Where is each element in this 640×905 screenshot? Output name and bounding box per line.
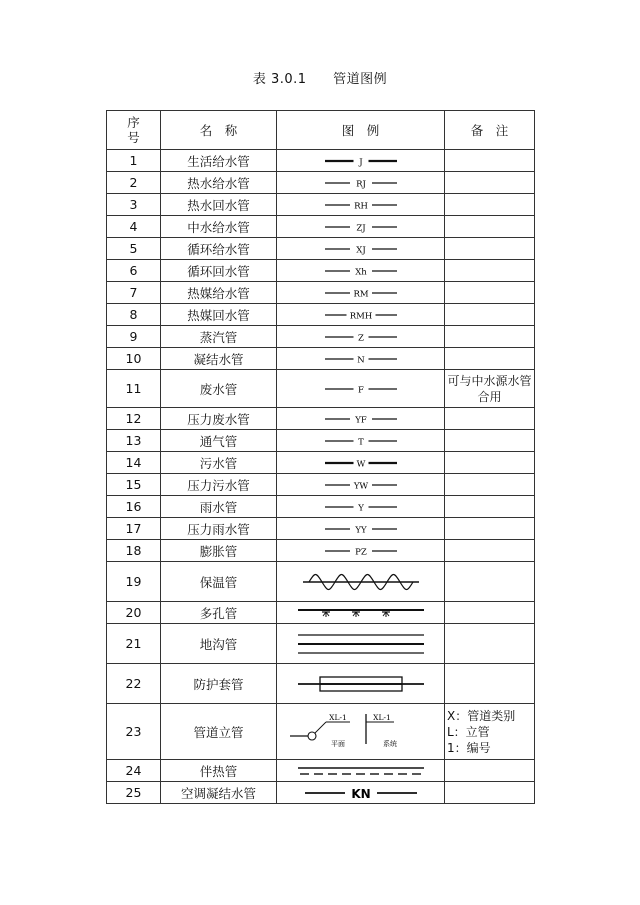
pipe-code-label: RJ <box>355 179 366 189</box>
table-row <box>107 540 535 562</box>
pipe-note: 可与中水源水管合用 <box>445 370 535 408</box>
pipe-symbol-z <box>311 330 411 344</box>
pipe-name: 雨水管 <box>161 496 277 518</box>
row-number: 15 <box>107 474 161 496</box>
pipe-name: 伴热管 <box>161 760 277 782</box>
table-row <box>107 760 535 782</box>
pipe-symbol-rh <box>311 198 411 212</box>
pipe-code-label: N <box>356 355 365 365</box>
pipe-symbol-y <box>311 500 411 514</box>
table-row <box>107 326 535 348</box>
pipe-name: 防护套管 <box>161 664 277 704</box>
pipe-name: 压力污水管 <box>161 474 277 496</box>
pipe-symbol-j <box>311 154 411 168</box>
pipe-name: 膨胀管 <box>161 540 277 562</box>
pipe-code-label: F <box>357 385 364 395</box>
table-row <box>107 172 535 194</box>
row-number: 8 <box>107 304 161 326</box>
pipe-symbol-yy <box>311 522 411 536</box>
row-number: 1 <box>107 150 161 172</box>
pipe-code-label: Z <box>357 333 364 343</box>
row-number: 2 <box>107 172 161 194</box>
riser-pipe-symbol <box>286 710 436 754</box>
pipe-symbol-n <box>311 352 411 366</box>
header-name: 名 称 <box>161 111 277 150</box>
pipe-symbol-cell <box>277 704 445 760</box>
pipe-name: 生活给水管 <box>161 150 277 172</box>
pipe-symbol-kn <box>301 785 421 801</box>
pipe-note <box>445 282 535 304</box>
pipe-code-label: W <box>356 459 365 469</box>
pipe-name: 热水给水管 <box>161 172 277 194</box>
header-note: 备 注 <box>445 111 535 150</box>
pipe-note <box>445 408 535 430</box>
table-row <box>107 348 535 370</box>
pipe-symbol-cell <box>277 172 445 194</box>
riser-plan-caption: 平面 <box>330 739 345 748</box>
riser-system-label: XL-1 <box>372 712 391 722</box>
header-no: 序 号 <box>107 111 161 150</box>
row-number: 4 <box>107 216 161 238</box>
pipe-code-label: YW <box>353 481 368 491</box>
pipe-code-label: KN <box>350 786 371 801</box>
pipe-symbol-cell <box>277 474 445 496</box>
table-row <box>107 452 535 474</box>
row-number: 17 <box>107 518 161 540</box>
pipe-symbol-cell <box>277 370 445 408</box>
row-number: 3 <box>107 194 161 216</box>
pipe-symbol-yf <box>311 412 411 426</box>
trench-pipe-symbol <box>296 629 426 659</box>
pipe-note <box>445 474 535 496</box>
protective-sleeve-symbol <box>296 672 426 696</box>
pipe-name: 地沟管 <box>161 624 277 664</box>
pipe-name: 压力雨水管 <box>161 518 277 540</box>
header-symbol: 图 例 <box>277 111 445 150</box>
table-caption: 管道图例 <box>333 72 388 87</box>
pipe-note <box>445 260 535 282</box>
pipe-note <box>445 664 535 704</box>
row-number: 18 <box>107 540 161 562</box>
row-number: 9 <box>107 326 161 348</box>
table-row <box>107 150 535 172</box>
pipe-name: 通气管 <box>161 430 277 452</box>
row-number: 6 <box>107 260 161 282</box>
pipe-note <box>445 624 535 664</box>
pipe-note <box>445 304 535 326</box>
pipe-code-label: Xh <box>354 267 367 277</box>
insulated-pipe-symbol <box>301 568 421 596</box>
pipe-symbol-xj <box>311 242 411 256</box>
pipe-note <box>445 782 535 804</box>
table-row <box>107 602 535 624</box>
table-row <box>107 370 535 408</box>
pipe-name: 污水管 <box>161 452 277 474</box>
pipe-symbol-zj <box>311 220 411 234</box>
pipe-symbol-cell <box>277 782 445 804</box>
table-row <box>107 304 535 326</box>
row-number: 11 <box>107 370 161 408</box>
table-row <box>107 194 535 216</box>
pipe-symbol-cell <box>277 348 445 370</box>
pipe-symbol-rj <box>311 176 411 190</box>
pipe-symbol-f <box>311 382 411 396</box>
row-number: 22 <box>107 664 161 704</box>
pipe-symbol-cell <box>277 518 445 540</box>
pipe-symbol-cell <box>277 304 445 326</box>
pipe-symbol-cell <box>277 260 445 282</box>
pipe-symbol-cell <box>277 602 445 624</box>
pipe-symbol-cell <box>277 430 445 452</box>
pipe-code-label: RMH <box>349 311 372 321</box>
pipe-symbol-rmh <box>311 308 411 322</box>
pipe-code-label: ZJ <box>355 223 366 233</box>
heat-tracing-pipe-symbol <box>296 763 426 779</box>
pipe-note <box>445 326 535 348</box>
row-number: 7 <box>107 282 161 304</box>
pipe-note <box>445 496 535 518</box>
row-number: 12 <box>107 408 161 430</box>
pipe-symbol-w <box>311 456 411 470</box>
row-number: 14 <box>107 452 161 474</box>
pipe-symbol-cell <box>277 496 445 518</box>
pipe-symbol-cell <box>277 760 445 782</box>
pipe-note <box>445 562 535 602</box>
row-number: 24 <box>107 760 161 782</box>
pipe-name: 保温管 <box>161 562 277 602</box>
pipe-symbol-t <box>311 434 411 448</box>
pipe-name: 凝结水管 <box>161 348 277 370</box>
table-row <box>107 282 535 304</box>
pipe-symbol-cell <box>277 664 445 704</box>
row-number: 10 <box>107 348 161 370</box>
table-row <box>107 408 535 430</box>
table-row <box>107 496 535 518</box>
pipe-symbol-cell <box>277 624 445 664</box>
pipe-code-label: T <box>357 437 364 447</box>
pipe-symbol-cell <box>277 408 445 430</box>
pipe-note <box>445 518 535 540</box>
pipe-name: 循环给水管 <box>161 238 277 260</box>
pipe-code-label: Y <box>357 503 364 513</box>
pipe-symbol-cell <box>277 194 445 216</box>
pipe-name: 热媒回水管 <box>161 304 277 326</box>
pipe-note <box>445 348 535 370</box>
pipe-code-label: RH <box>353 201 368 211</box>
pipe-name: 热水回水管 <box>161 194 277 216</box>
table-title <box>0 68 640 87</box>
pipe-name: 中水给水管 <box>161 216 277 238</box>
header-row <box>107 111 535 150</box>
pipe-symbol-cell <box>277 150 445 172</box>
pipe-note <box>445 452 535 474</box>
pipe-note <box>445 150 535 172</box>
row-number: 20 <box>107 602 161 624</box>
pipe-note <box>445 760 535 782</box>
pipe-name: 空调凝结水管 <box>161 782 277 804</box>
row-number: 25 <box>107 782 161 804</box>
table-number: 表 3.0.1 <box>252 72 307 87</box>
riser-plan-label: XL-1 <box>328 712 347 722</box>
pipe-note <box>445 216 535 238</box>
table-row <box>107 624 535 664</box>
pipe-symbol-cell <box>277 540 445 562</box>
row-number: 16 <box>107 496 161 518</box>
pipe-symbol-cell <box>277 326 445 348</box>
pipe-note: X：管道类别 L：立管 1：编号 <box>445 704 535 760</box>
pipe-symbol-cell <box>277 562 445 602</box>
table-row <box>107 782 535 804</box>
pipe-note <box>445 540 535 562</box>
pipe-symbol-cell <box>277 452 445 474</box>
table-row <box>107 216 535 238</box>
pipe-code-label: XJ <box>355 245 366 255</box>
pipe-symbol-yw <box>311 478 411 492</box>
pipe-name: 管道立管 <box>161 704 277 760</box>
pipe-name: 压力废水管 <box>161 408 277 430</box>
pipe-code-label: YF <box>354 415 367 425</box>
pipe-note <box>445 172 535 194</box>
table-row <box>107 260 535 282</box>
riser-system-caption: 系统 <box>382 739 397 748</box>
table-row <box>107 238 535 260</box>
pipe-name: 热媒给水管 <box>161 282 277 304</box>
table-row <box>107 664 535 704</box>
table-row <box>107 704 535 760</box>
pipe-note <box>445 194 535 216</box>
table-row <box>107 430 535 452</box>
pipe-code-label: PZ <box>354 547 367 557</box>
pipe-note <box>445 602 535 624</box>
row-number: 21 <box>107 624 161 664</box>
pipe-code-label: RM <box>352 289 369 299</box>
table-row <box>107 474 535 496</box>
pipe-symbol-cell <box>277 216 445 238</box>
pipe-symbol-xh <box>311 264 411 278</box>
row-number: 23 <box>107 704 161 760</box>
perforated-pipe-symbol <box>296 605 426 621</box>
row-number: 13 <box>107 430 161 452</box>
pipe-code-label: YY <box>354 525 367 535</box>
table-row <box>107 562 535 602</box>
row-number: 19 <box>107 562 161 602</box>
pipe-name: 废水管 <box>161 370 277 408</box>
pipe-note <box>445 238 535 260</box>
pipe-legend-table <box>106 110 535 804</box>
table-row <box>107 518 535 540</box>
pipe-symbol-cell <box>277 282 445 304</box>
pipe-name: 蒸汽管 <box>161 326 277 348</box>
pipe-symbol-cell <box>277 238 445 260</box>
pipe-symbol-rm <box>311 286 411 300</box>
pipe-note <box>445 430 535 452</box>
row-number: 5 <box>107 238 161 260</box>
pipe-symbol-pz <box>311 544 411 558</box>
pipe-name: 循环回水管 <box>161 260 277 282</box>
pipe-code-label: J <box>358 157 363 167</box>
pipe-name: 多孔管 <box>161 602 277 624</box>
